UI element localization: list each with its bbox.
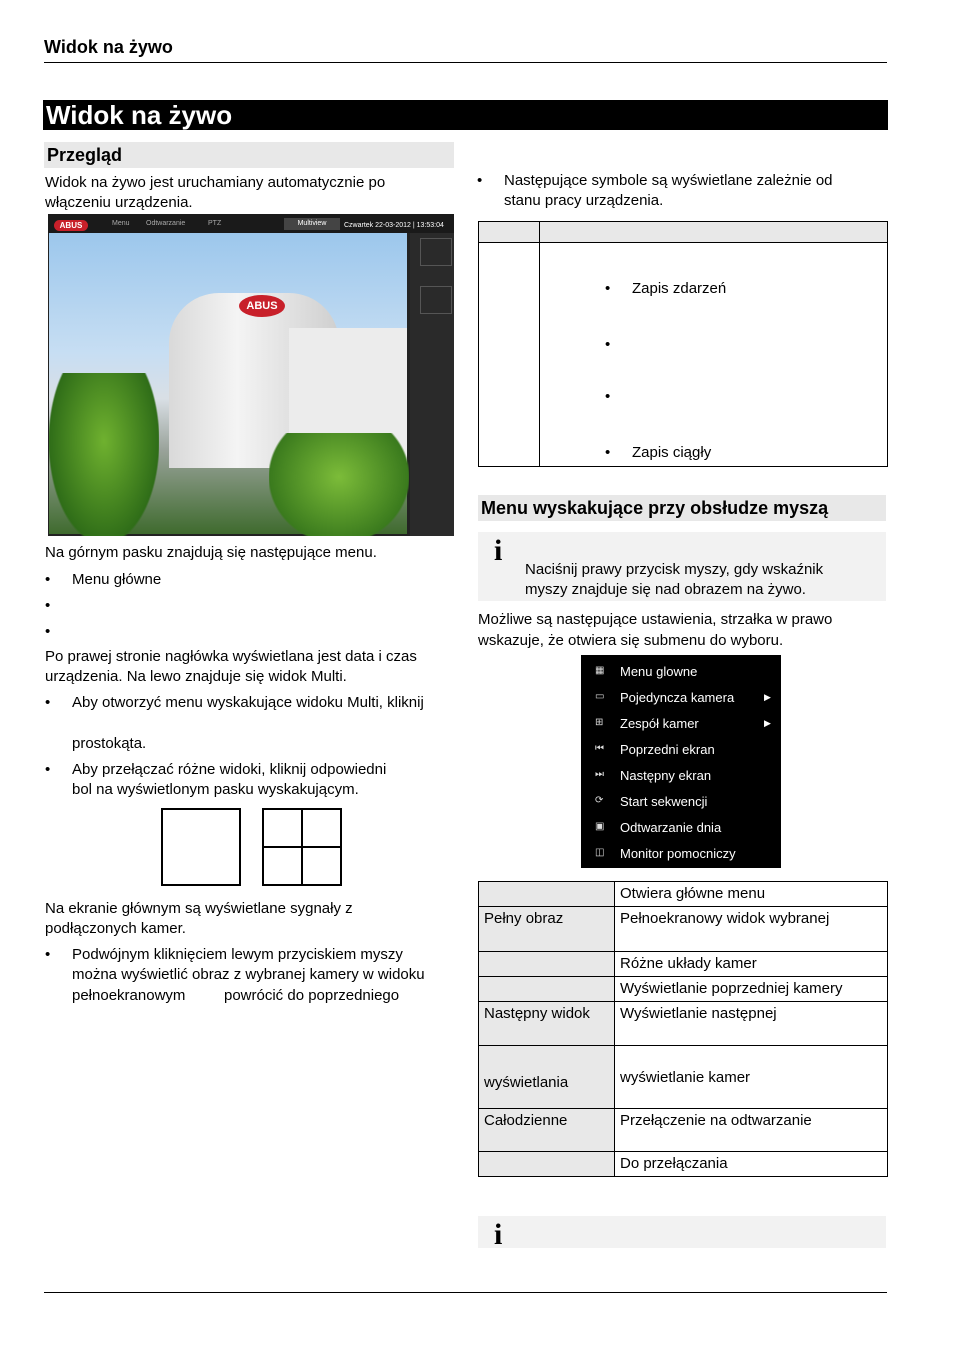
- previous-screen-icon: ⏮: [595, 743, 604, 754]
- chapter-banner: Widok na żywo: [43, 100, 888, 130]
- bullet-multi-cont: prostokąta.: [72, 735, 147, 752]
- symbols-intro: • Następujące symbole są wyświetlane zależnie od: [477, 172, 833, 189]
- popup-item-start-sequence: Start sekwencji: [620, 794, 708, 809]
- bullet-dot: •: [45, 571, 51, 588]
- main-screen-line-2: podłączonych kamer.: [45, 920, 186, 937]
- bullet-dot: •: [45, 946, 51, 963]
- info-icon: i: [494, 534, 503, 567]
- option-name: wyświetlania: [479, 1046, 615, 1109]
- popup-item-single-camera: Pojedyncza kamera: [620, 690, 735, 705]
- menu-bullet-main: • Menu główne: [45, 571, 162, 588]
- single-layout-icon: [161, 808, 241, 886]
- option-name: Pełny obraz: [479, 907, 615, 952]
- table-row: [479, 952, 888, 977]
- popup-item-next-screen: Następny ekran: [620, 768, 712, 783]
- symbol-table-row: [479, 243, 888, 467]
- bullet-double-l3a: pełnoekranowym: [72, 987, 186, 1004]
- option-name: [479, 1152, 615, 1177]
- header-cell: [479, 222, 540, 243]
- bullet-dot: •: [605, 280, 611, 297]
- option-name: [479, 952, 615, 977]
- popup-item-day-playback: Odtwarzanie dnia: [620, 820, 722, 835]
- aux-monitor-icon: ◫: [595, 847, 605, 858]
- option-name: Całodzienne: [479, 1109, 615, 1152]
- quad-layout-icon: [262, 808, 342, 886]
- info-icon: i: [494, 1218, 503, 1251]
- options-intro-2: wskazuje, że otwiera się submenu do wyboru.: [478, 632, 784, 649]
- intro-line-2: włączeniu urządzenia.: [45, 194, 193, 211]
- bullet-double-l2: można wyświetlić obraz z wybranej kamery w widoku: [72, 966, 425, 983]
- option-desc: Pełnoekranowy widok wybranej: [615, 907, 888, 952]
- live-view-screenshot: [48, 214, 454, 536]
- option-desc: Przełączenie na odtwarzanie: [615, 1109, 888, 1152]
- quad-view-thumb: [420, 286, 452, 314]
- menus-intro: Na górnym pasku znajdują się następujące menu.: [45, 544, 377, 561]
- bullet-dot: •: [45, 597, 51, 614]
- footer-rule: [44, 1292, 887, 1293]
- symbol-item: • Zapis ciągły: [605, 444, 712, 461]
- main-screen-line-1: Na ekranie głównym są wyświetlane sygnały z: [45, 900, 353, 917]
- screenshot-menu-item: Odtwarzanie: [146, 220, 186, 227]
- submenu-arrow-icon: ▶: [764, 692, 771, 702]
- bullet-double: • Podwójnym kliknięciem lewym przyciskiem myszy: [45, 946, 403, 963]
- symbol-table: [478, 221, 888, 467]
- menu-options-table: [478, 881, 888, 1177]
- bullet-dot: •: [45, 623, 51, 640]
- intro-line-1: Widok na żywo jest uruchamiany automatycznie po: [45, 174, 386, 191]
- next-screen-icon: ⏭: [595, 769, 604, 780]
- symbol-item: • Zapis zdarzeń: [605, 280, 727, 297]
- bullet-dot: •: [477, 172, 483, 189]
- tree-right: [269, 433, 409, 536]
- option-desc: Różne układy kamer: [615, 952, 888, 977]
- bullet-switch-cont: bol na wyświetlonym pasku wyskakującym.: [72, 781, 359, 798]
- option-desc: wyświetlanie kamer: [615, 1046, 888, 1109]
- grid-icon: ▦: [595, 665, 605, 676]
- bullet-double-l3b: powrócić do poprzedniego: [224, 987, 400, 1004]
- bullet-dot: •: [605, 444, 611, 461]
- bullet-dot: •: [605, 388, 611, 405]
- right-side-line-1: Po prawej stronie nagłówka wyświetlana jest data i czas: [45, 648, 417, 665]
- table-row: [479, 977, 888, 1002]
- single-camera-icon: ▭: [595, 691, 605, 702]
- symbol-table-header: [479, 222, 888, 243]
- building-photo: [49, 233, 407, 534]
- option-name: Następny widok: [479, 1002, 615, 1046]
- option-desc: Wyświetlanie poprzedniej kamery: [615, 977, 888, 1002]
- screenshot-menu-item: PTZ: [208, 220, 222, 227]
- popup-item-main-menu: Menu glowne: [620, 664, 698, 679]
- note1-line-1: Naciśnij prawy przycisk myszy, gdy wskaźnik: [525, 561, 824, 578]
- option-desc: Otwiera główne menu: [615, 882, 888, 907]
- quad-divider-h: [264, 846, 340, 848]
- playback-icon: ▣: [595, 821, 605, 832]
- submenu-arrow-icon: ▶: [764, 718, 771, 728]
- right-side-line-2: urządzenia. Na lewo znajduje się widok Multi.: [45, 668, 347, 685]
- info-note-2: [478, 1216, 886, 1251]
- table-row: [479, 1152, 888, 1177]
- sequence-icon: ⟳: [595, 795, 604, 806]
- screenshot-top-bar: [48, 214, 454, 233]
- screenshot-abus-logo: ABUS: [54, 220, 88, 231]
- bullet-multi: • Aby otworzyć menu wyskakujące widoku Multi, kliknij: [45, 694, 424, 711]
- camera-group-icon: ⊞: [595, 717, 604, 728]
- tree-left: [49, 373, 159, 536]
- building-logo: ABUS: [239, 295, 285, 317]
- bullet-switch: • Aby przełączać różne widoki, kliknij odpowiedni: [45, 761, 387, 778]
- bullet-dot: •: [45, 694, 51, 711]
- bullet-dot: •: [45, 761, 51, 778]
- table-row: [479, 907, 888, 952]
- section-heading-popup: Menu wyskakujące przy obsłudze myszą: [478, 495, 886, 521]
- header-rule: [44, 62, 887, 63]
- symbol-desc-cell: [540, 243, 888, 467]
- running-header: Widok na żywo: [44, 37, 173, 57]
- option-name: [479, 977, 615, 1002]
- single-view-thumb: [420, 238, 452, 266]
- option-desc: Do przełączania: [615, 1152, 888, 1177]
- bullet-dot: •: [605, 336, 611, 353]
- screenshot-side-panel: [410, 233, 454, 536]
- table-row: [479, 1046, 888, 1109]
- symbol-cell: [479, 243, 540, 467]
- popup-menu-screenshot: [581, 655, 781, 868]
- symbols-intro-cont: stanu pracy urządzenia.: [504, 192, 664, 209]
- info-note-1: [478, 532, 886, 601]
- table-row: [479, 1109, 888, 1152]
- options-intro-1: Możliwe są następujące ustawienia, strzałka w prawo: [478, 611, 833, 628]
- option-name: [479, 882, 615, 907]
- option-desc: Wyświetlanie następnej: [615, 1002, 888, 1046]
- popup-item-camera-group: Zespół kamer: [620, 716, 699, 731]
- table-row: [479, 882, 888, 907]
- table-row: [479, 1002, 888, 1046]
- section-heading-overview: Przegląd: [44, 142, 454, 168]
- header-cell: [540, 222, 888, 243]
- popup-item-aux-monitor: Monitor pomocniczy: [620, 846, 736, 861]
- screenshot-menu-item: Menu: [112, 220, 130, 227]
- note1-line-2: myszy znajduje się nad obrazem na żywo.: [525, 581, 806, 598]
- popup-item-previous-screen: Poprzedni ekran: [620, 742, 715, 757]
- screenshot-multiview-button: Multiview: [284, 218, 340, 230]
- screenshot-date: Czwartek 22-03-2012 | 13:53:04: [344, 222, 444, 229]
